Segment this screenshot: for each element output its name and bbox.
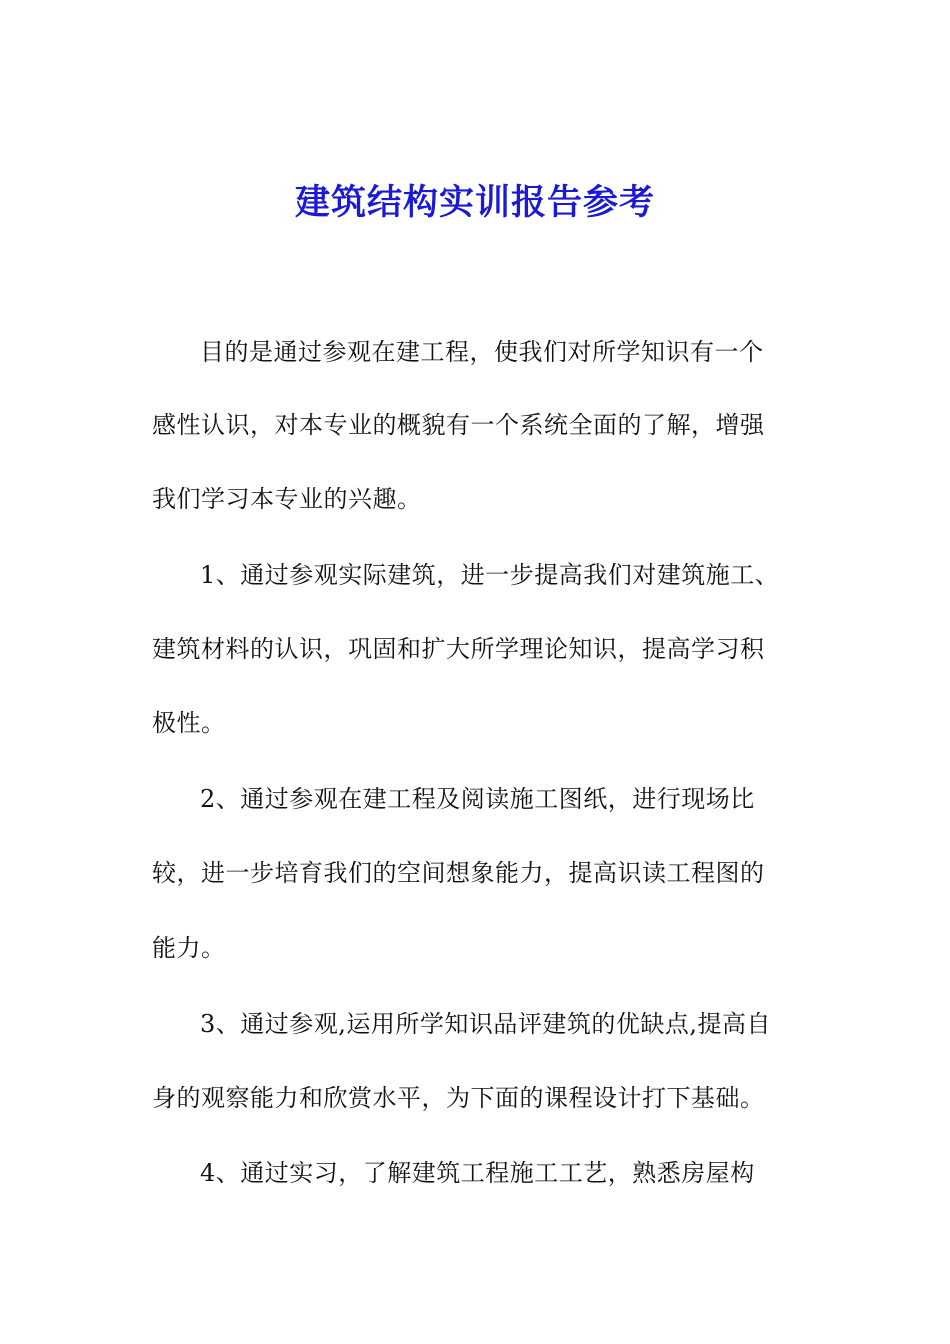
paragraph-line: 我们学习本专业的兴趣。: [152, 485, 422, 513]
paragraph-line: 目的是通过参观在建工程，使我们对所学知识有一个: [200, 338, 764, 366]
paragraph-line: 感性认识，对本专业的概貌有一个系统全面的了解，增强: [152, 411, 765, 439]
paragraph-line: 1、通过参观实际建筑，进一步提高我们对建筑施工、: [200, 561, 780, 589]
paragraph-line: 极性。: [152, 709, 226, 737]
document-title: 建筑结构实训报告参考: [294, 182, 655, 223]
paragraph-line: 能力。: [152, 934, 226, 962]
paragraph-line: 4、通过实习，了解建筑工程施工工艺，熟悉房屋构: [200, 1159, 755, 1187]
paragraph-line: 3、通过参观,运用所学知识品评建筑的优缺点,提高自: [200, 1010, 772, 1038]
paragraph-line: 建筑材料的认识，巩固和扩大所学理论知识，提高学习积: [152, 635, 765, 663]
paragraph-line: 身的观察能力和欣赏水平，为下面的课程设计打下基础。: [152, 1084, 765, 1112]
paragraph-line: 2、通过参观在建工程及阅读施工图纸，进行现场比: [200, 785, 755, 813]
paragraph-line: 较，进一步培育我们的空间想象能力，提高识读工程图的: [152, 859, 765, 887]
